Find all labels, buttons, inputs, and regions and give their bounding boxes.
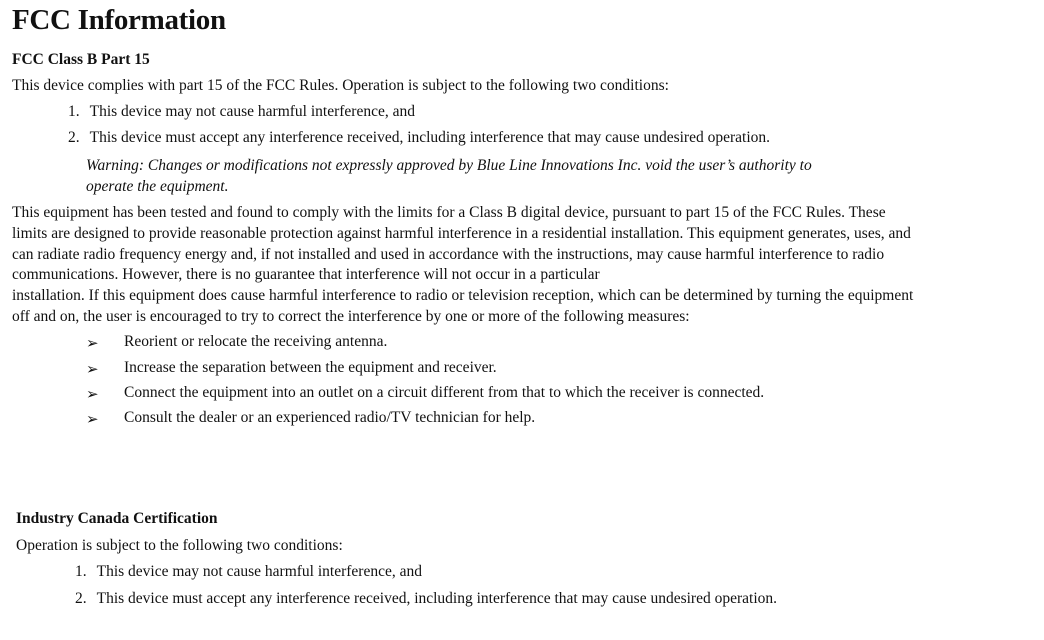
paragraph-line: can radiate radio frequency energy and, if not installed and used in accordance with the instructions, may cause harmful interference to radio — [12, 245, 885, 263]
bullet-arrow-icon: ➢ — [86, 410, 99, 428]
warning-note — [86, 155, 986, 197]
compliance-paragraph — [12, 203, 1012, 328]
condition-number: 2. — [75, 590, 87, 607]
condition-number: 2. — [68, 129, 80, 146]
bullet-arrow-icon: ➢ — [86, 334, 99, 352]
measure-item: Increase the separation between the equipment and receiver. — [124, 359, 497, 376]
paragraph-line: installation. If this equipment does cause harmful interference to radio or television reception, which can be determined by turning the equipment — [12, 287, 914, 305]
measure-item: Connect the equipment into an outlet on a circuit different from that to which the receiver is connected. — [124, 384, 765, 401]
paragraph-line: limits are designed to provide reasonable protection against harmful interference in a residential installation. This equipment generates, uses, and — [12, 224, 911, 242]
measure-item: Reorient or relocate the receiving antenna. — [124, 333, 388, 350]
bullet-arrow-icon: ➢ — [86, 360, 99, 378]
condition-text: This device must accept any interference received, including interference that may cause undesired operation. — [89, 129, 771, 146]
ic-condition-2 — [75, 590, 777, 608]
warning-line: Warning: Changes or modifications not expressly approved by Blue Line Innovations Inc. void the user’s authority to — [86, 157, 812, 174]
paragraph-line: off and on, the user is encouraged to try to correct the interference by one or more of the following measures: — [12, 307, 690, 325]
condition-number: 1. — [68, 103, 80, 120]
paragraph-line: communications. However, there is no guarantee that interference will not occur in a particular — [12, 266, 600, 284]
warning-line: operate the equipment. — [86, 178, 229, 195]
fcc-condition-1 — [68, 103, 415, 121]
measure-item: Consult the dealer or an experienced radio/TV technician for help. — [124, 409, 536, 426]
condition-number: 1. — [75, 563, 87, 580]
ic-condition-1 — [75, 563, 422, 581]
condition-text: This device may not cause harmful interference, and — [96, 563, 422, 580]
ic-intro: Operation is subject to the following two conditions: — [16, 537, 343, 554]
condition-text: This device must accept any interference received, including interference that may cause undesired operation. — [96, 590, 778, 607]
fcc-intro: This device complies with part 15 of the FCC Rules. Operation is subject to the following two conditions: — [12, 77, 669, 94]
ic-heading: Industry Canada Certification — [16, 510, 218, 527]
paragraph-line: This equipment has been tested and found to comply with the limits for a Class B digital device, pursuant to part 15 of the FCC Rules. These — [12, 204, 886, 221]
page-title: FCC Information — [12, 4, 226, 36]
bullet-arrow-icon: ➢ — [86, 385, 99, 403]
fcc-condition-2 — [68, 129, 770, 147]
condition-text: This device may not cause harmful interference, and — [89, 103, 415, 120]
fcc-class-heading: FCC Class B Part 15 — [12, 51, 150, 68]
